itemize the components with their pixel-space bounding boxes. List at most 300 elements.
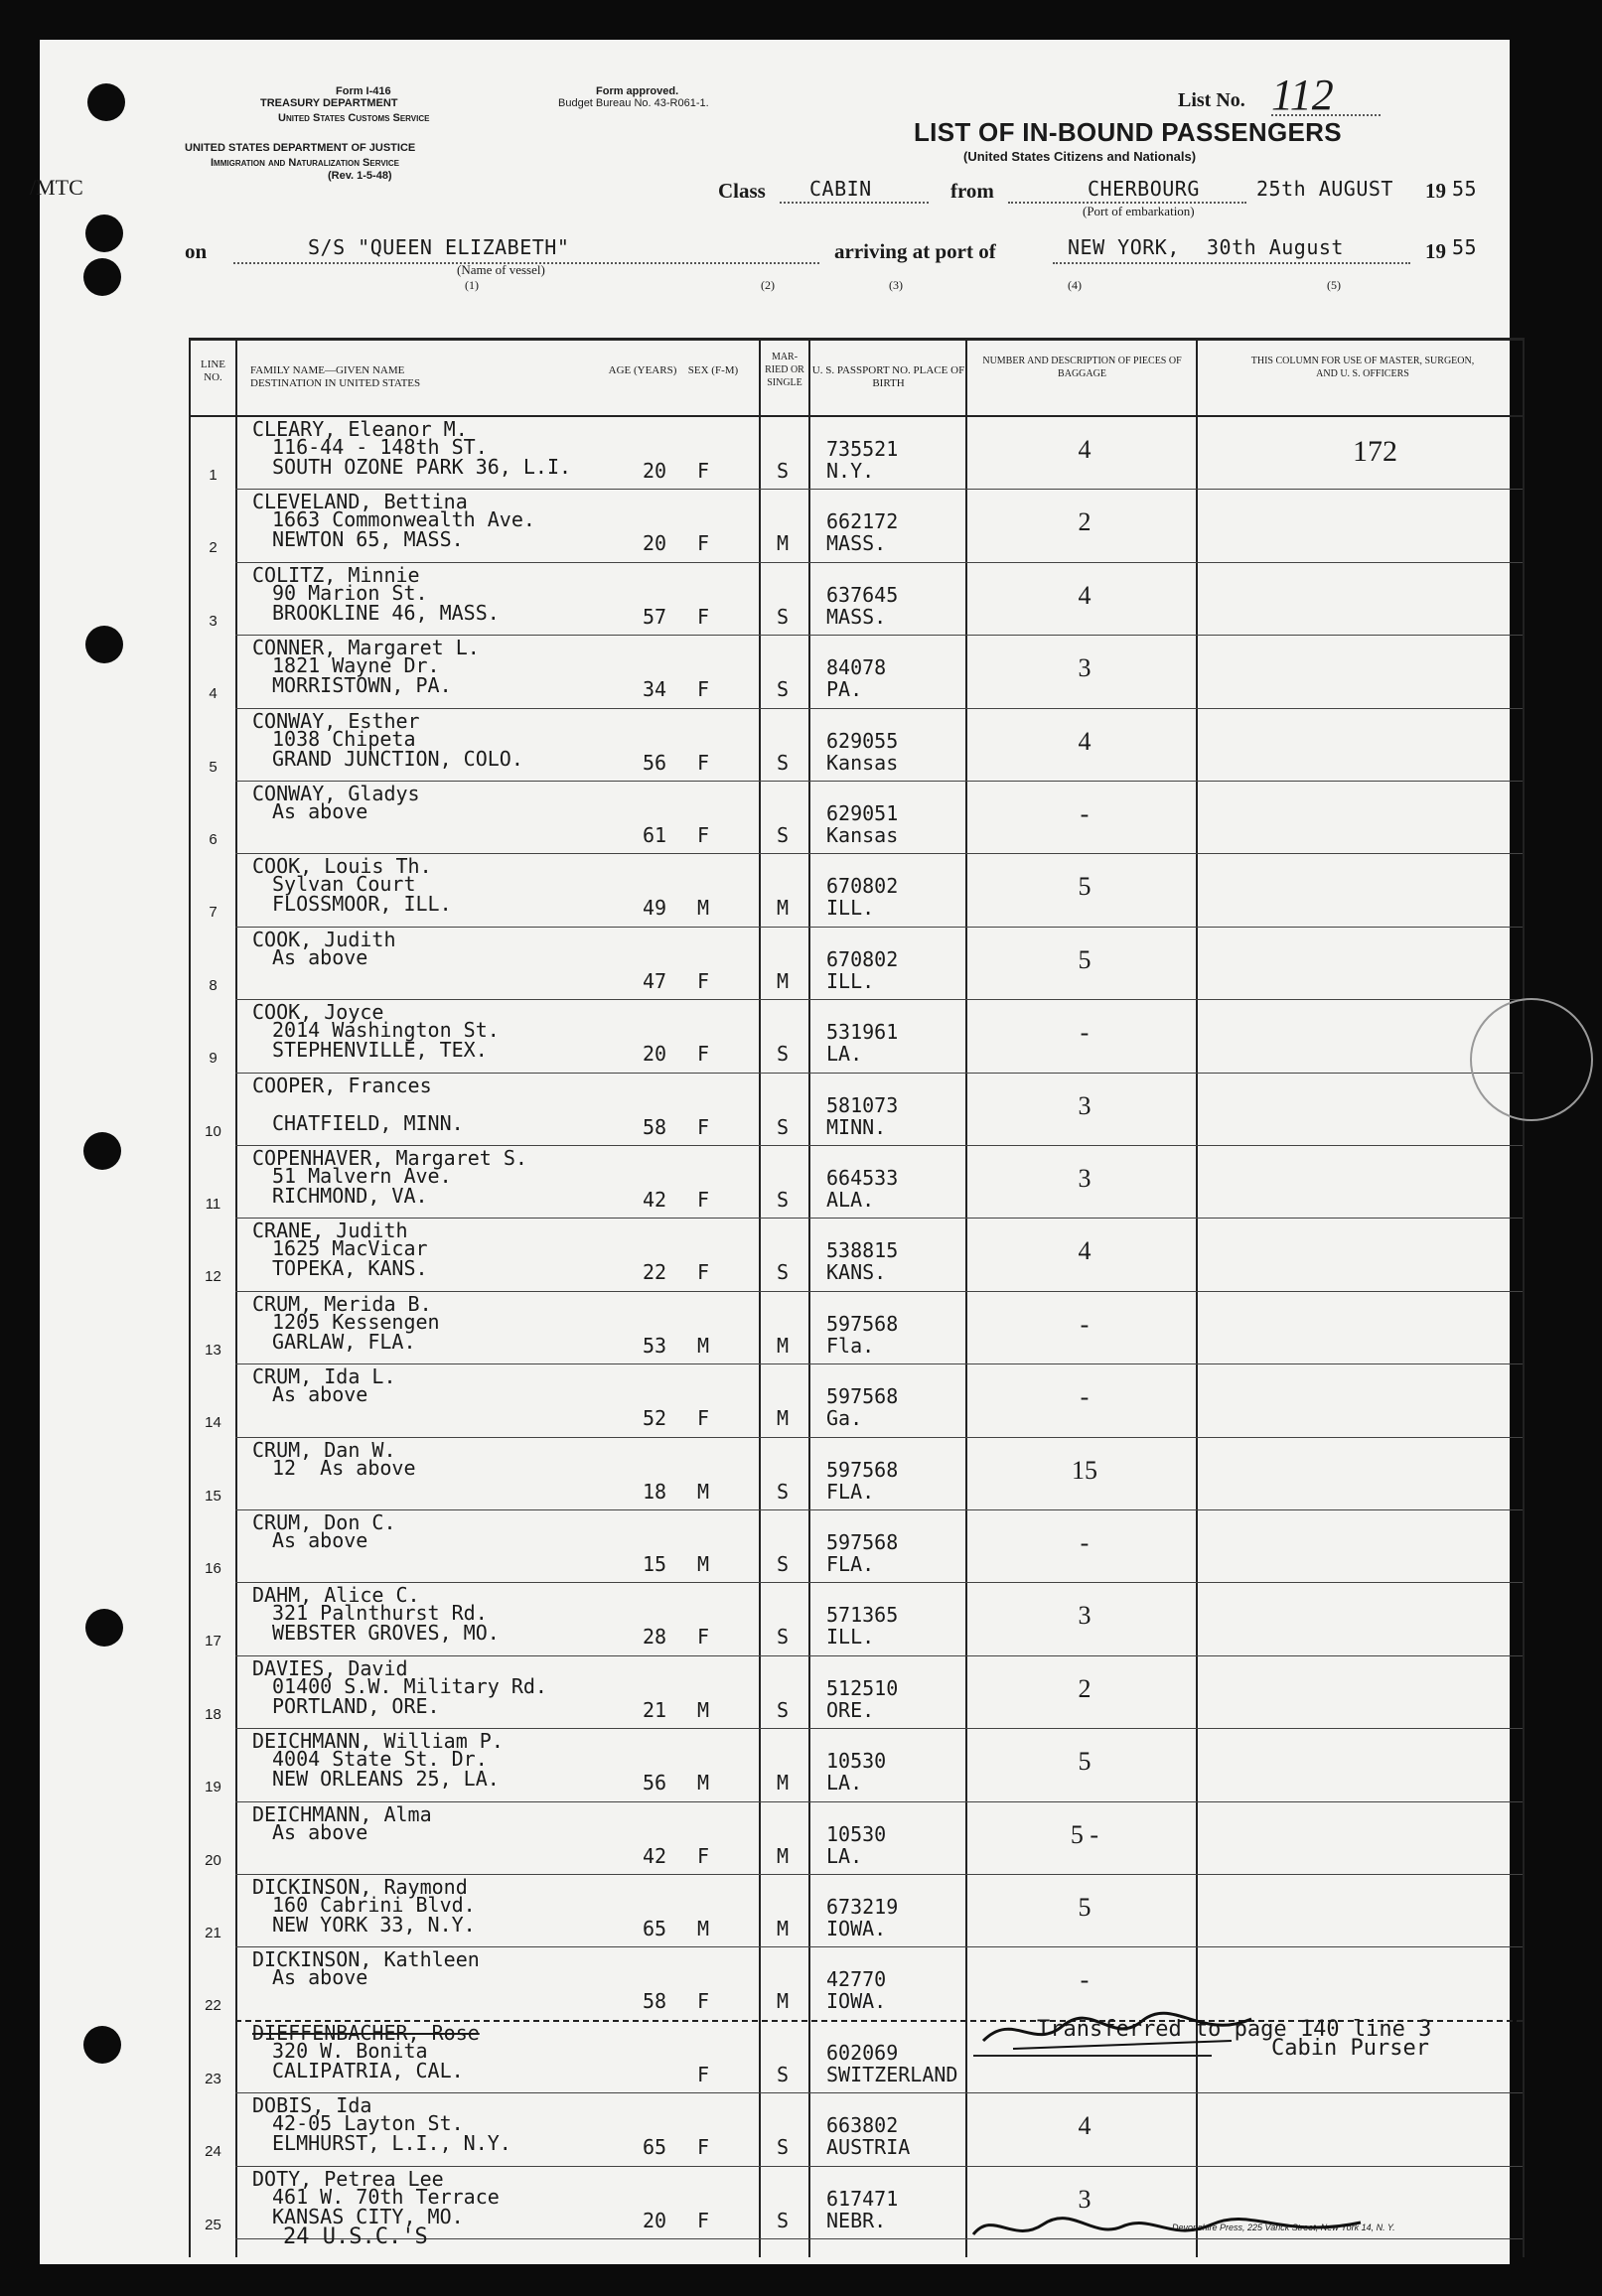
passenger-city: BROOKLINE 46, MASS. (272, 600, 500, 625)
passenger-age: 56 (643, 1771, 667, 1795)
passenger-sex: F (697, 604, 710, 629)
table-row (191, 636, 1523, 708)
treasury-department: TREASURY DEPARTMENT (260, 97, 398, 109)
embark-port: CHERBOURG (1088, 177, 1200, 201)
baggage-count: 2 (1078, 507, 1092, 537)
passport-number: 617471 (826, 2186, 899, 2211)
line-number: 1 (209, 467, 218, 484)
passenger-name: DICKINSON, Kathleen (252, 1947, 480, 1972)
passenger-name: COOK, Louis Th. (252, 854, 432, 879)
line-number: 15 (205, 1487, 221, 1505)
passenger-city: NEW ORLEANS 25, LA. (272, 1767, 500, 1792)
passenger-age: 20 (643, 531, 667, 556)
passenger-age: 21 (643, 1697, 667, 1722)
birthplace: AUSTRIA (826, 2135, 911, 2160)
marital-status: S (777, 1260, 790, 1285)
printer-imprint: Devonshire Press, 225 Varick Street, New York 14, N. Y. (1172, 2223, 1395, 2232)
birthplace: N.Y. (826, 459, 875, 483)
passenger-age: 34 (643, 677, 667, 702)
baggage-count: - (1080, 1382, 1090, 1412)
passenger-age: 47 (643, 968, 667, 993)
marital-status: S (777, 677, 790, 702)
table-row (191, 490, 1523, 562)
birthplace: Kansas (826, 823, 899, 847)
passenger-name: COOK, Joyce (252, 1000, 384, 1025)
passenger-sex: M (697, 1479, 710, 1504)
punch-hole (83, 1132, 121, 1170)
table-row (191, 1802, 1523, 1875)
birthplace: IOWA. (826, 1917, 887, 1940)
passport-number: 42770 (826, 1967, 887, 1992)
baggage-count: - (1080, 1965, 1090, 1995)
marital-status: M (777, 531, 790, 556)
arrival-year-prefix: 19 (1425, 239, 1446, 263)
table-row (191, 1875, 1523, 1947)
marital-status: S (777, 2208, 790, 2232)
embark-date: 25th AUGUST (1256, 177, 1393, 201)
form-subtitle: (United States Citizens and Nationals) (963, 149, 1197, 164)
passenger-name: DIEFFENBACHER, Rose (252, 2020, 480, 2045)
birthplace: ILL. (826, 896, 875, 921)
table-row (191, 1364, 1523, 1437)
arrival-year: 55 (1452, 235, 1478, 259)
line-number: 16 (205, 1560, 221, 1577)
embark-note: (Port of embarkation) (1083, 204, 1195, 218)
passenger-address: 1663 Commonwealth Ave. (272, 507, 535, 532)
passenger-sex: F (697, 1625, 710, 1650)
budget-bureau: Budget Bureau No. 43-R061-1. (558, 97, 709, 109)
marital-status: S (777, 459, 790, 483)
passport-number: 512510 (826, 1675, 899, 1700)
line-number: 11 (205, 1196, 221, 1213)
passenger-name: COOPER, Frances (252, 1073, 432, 1097)
passenger-sex: F (697, 1989, 710, 2014)
passenger-address: 51 Malvern Ave. (272, 1164, 452, 1188)
passenger-sex: F (697, 677, 710, 702)
marital-status: M (777, 1843, 790, 1868)
passport-number: 84078 (826, 655, 887, 680)
form-number: Form I-416 (336, 85, 391, 97)
table-row (191, 928, 1523, 1000)
baggage-count: - (1080, 1309, 1090, 1339)
table-row (191, 854, 1523, 927)
passenger-city: FLOSSMOOR, ILL. (272, 892, 452, 917)
marital-status: S (777, 1188, 790, 1212)
passenger-city: TOPEKA, KANS. (272, 1256, 428, 1281)
passenger-age: 65 (643, 2135, 667, 2160)
col-header-name: FAMILY NAME—GIVEN NAME DESTINATION IN UNITED STATES (250, 364, 421, 389)
baggage-count: 4 (1078, 580, 1092, 610)
passenger-name: DAVIES, David (252, 1655, 408, 1680)
passport-number: 571365 (826, 1603, 899, 1628)
justice-department: UNITED STATES DEPARTMENT OF JUSTICE (185, 142, 416, 154)
punch-hole (85, 215, 123, 252)
passenger-name: CRUM, Dan W. (252, 1437, 396, 1462)
passenger-address: 321 Palnthurst Rd. (272, 1601, 488, 1626)
table-row (191, 1438, 1523, 1510)
passenger-address: 01400 S.W. Military Rd. (272, 1673, 547, 1698)
passenger-name: DEICHMANN, William P. (252, 1729, 504, 1754)
baggage-count: 3 (1078, 1601, 1092, 1631)
col-header-officers: THIS COLUMN FOR USE OF MASTER, SURGEON, AND U. S. OFFICERS (1250, 356, 1475, 379)
line-number: 21 (205, 1925, 221, 1941)
vessel-name: S/S "QUEEN ELIZABETH" (308, 235, 570, 259)
passenger-sex: F (697, 750, 710, 775)
passenger-age: 49 (643, 896, 667, 921)
passenger-city: KANSAS CITY, MO. (272, 2204, 464, 2228)
passport-number: 673219 (826, 1895, 899, 1919)
passenger-address: 2014 Washington St. (272, 1018, 500, 1043)
passenger-age: 58 (643, 1114, 667, 1139)
passport-number: 670802 (826, 874, 899, 899)
passenger-address: 90 Marion St. (272, 580, 428, 605)
marital-status: M (777, 1917, 790, 1940)
passenger-name: CONNER, Margaret L. (252, 636, 480, 660)
passenger-city: SOUTH OZONE PARK 36, L.I. (272, 455, 572, 479)
passenger-address: 42-05 Layton St. (272, 2111, 464, 2136)
passenger-age: 15 (643, 1552, 667, 1576)
passenger-address: 1625 MacVicar (272, 1236, 428, 1261)
table-row (191, 1947, 1523, 2020)
passenger-sex: F (697, 2062, 710, 2086)
line-number: 17 (205, 1633, 221, 1650)
birthplace: NEBR. (826, 2208, 887, 2232)
statute-note: 24 U.S.C.'S (283, 2224, 428, 2249)
line-number: 9 (209, 1050, 218, 1068)
passenger-city: PORTLAND, ORE. (272, 1693, 440, 1718)
marital-status: S (777, 2135, 790, 2160)
col-number: (2) (761, 278, 775, 292)
passenger-city: GRAND JUNCTION, COLO. (272, 746, 523, 771)
passenger-sex: F (697, 1114, 710, 1139)
passenger-city: WEBSTER GROVES, MO. (272, 1621, 500, 1646)
passenger-age: 20 (643, 459, 667, 483)
table-row (191, 1510, 1523, 1583)
passport-number: 597568 (826, 1311, 899, 1336)
col-number: (4) (1068, 278, 1082, 292)
line-number: 18 (205, 1705, 221, 1723)
purser-signature (973, 2001, 1271, 2061)
marital-status: S (777, 1697, 790, 1722)
passenger-age: 22 (643, 1260, 667, 1285)
list-no-value: 112 (1271, 71, 1334, 119)
baggage-count: 5 (1078, 1747, 1092, 1777)
passport-number: 581073 (826, 1092, 899, 1117)
col-header-married: MAR-RIED OR SINGLE (765, 352, 804, 388)
line-number: 20 (205, 1851, 221, 1869)
marital-status: S (777, 823, 790, 847)
marital-status: S (777, 1042, 790, 1067)
passport-number: 663802 (826, 2113, 899, 2138)
table-row (191, 1583, 1523, 1655)
birthplace: IOWA. (826, 1989, 887, 2014)
passenger-address: 1205 Kessengen (272, 1309, 440, 1334)
passenger-age: 20 (643, 2208, 667, 2232)
birthplace: KANS. (826, 1260, 887, 1285)
passenger-name: CONWAY, Esther (252, 708, 420, 733)
passenger-address: 4004 State St. Dr. (272, 1747, 488, 1772)
passport-number: 637645 (826, 582, 899, 607)
marital-status: S (777, 1479, 790, 1504)
birthplace: LA. (826, 1042, 863, 1067)
punch-hole (87, 83, 125, 121)
class-label: Class (718, 179, 766, 203)
passenger-address: As above (272, 1819, 368, 1844)
birthplace: Ga. (826, 1406, 863, 1431)
embark-year-prefix: 19 (1425, 179, 1446, 203)
table-row (191, 1000, 1523, 1073)
passenger-city: NEWTON 65, MASS. (272, 527, 464, 552)
passenger-sex: M (697, 1697, 710, 1722)
form-approved: Form approved. (596, 85, 679, 97)
birthplace: MINN. (826, 1114, 887, 1139)
passport-number: 597568 (826, 1457, 899, 1482)
passenger-name: CLEARY, Eleanor M. (252, 417, 468, 441)
arriving-label: arriving at port of (834, 239, 996, 263)
table-row (191, 1074, 1523, 1146)
baggage-count: 3 (1078, 1164, 1092, 1193)
passenger-address: 1821 Wayne Dr. (272, 653, 440, 678)
line-number: 23 (205, 2070, 221, 2087)
col-number: (3) (889, 278, 903, 292)
table-row (191, 1146, 1523, 1219)
passenger-name: CRUM, Don C. (252, 1510, 396, 1534)
table-row (191, 1656, 1523, 1729)
passenger-age: 58 (643, 1989, 667, 2014)
passport-number: 602069 (826, 2040, 899, 2065)
birthplace: PA. (826, 677, 863, 702)
baggage-count: 3 (1078, 1090, 1092, 1120)
birthplace: ORE. (826, 1697, 875, 1722)
line-number: 22 (205, 1997, 221, 2015)
baggage-count: - (1080, 799, 1090, 828)
passenger-city: STEPHENVILLE, TEX. (272, 1038, 488, 1063)
baggage-count: 15 (1072, 1455, 1097, 1485)
passenger-age: 42 (643, 1188, 667, 1212)
arrival-date: 30th August (1207, 235, 1344, 259)
line-number: 13 (205, 1341, 221, 1359)
passenger-city: RICHMOND, VA. (272, 1184, 428, 1208)
passenger-city: GARLAW, FLA. (272, 1329, 416, 1354)
passport-number: 538815 (826, 1238, 899, 1263)
passenger-city: MORRISTOWN, PA. (272, 673, 452, 698)
table-row (191, 782, 1523, 854)
birthplace: MASS. (826, 531, 887, 556)
passenger-age: 18 (643, 1479, 667, 1504)
mtc-note: /MTC (30, 175, 83, 200)
birthplace: MASS. (826, 604, 887, 629)
passenger-city: CHATFIELD, MINN. (272, 1110, 464, 1135)
passenger-name: CLEVELAND, Bettina (252, 490, 468, 514)
baggage-count: 4 (1078, 726, 1092, 756)
punch-hole (85, 626, 123, 663)
passenger-address: As above (272, 1382, 368, 1407)
passenger-sex: M (697, 1333, 710, 1358)
passenger-sex: F (697, 1188, 710, 1212)
passenger-sex: F (697, 459, 710, 483)
line-number: 2 (209, 539, 218, 557)
revision: (Rev. 1-5-48) (328, 170, 392, 182)
col-header-baggage: NUMBER AND DESCRIPTION OF PIECES OF BAGGAGE (982, 356, 1182, 379)
transfer-note: Transferred to page 140 line 3 (1037, 2016, 1432, 2042)
passenger-address: 320 W. Bonita (272, 2038, 428, 2063)
passenger-age: 61 (643, 823, 667, 847)
col-header-line: LINE NO. (200, 359, 226, 383)
line-number: 7 (209, 904, 218, 922)
form-title: LIST OF IN-BOUND PASSENGERS (914, 117, 1342, 147)
table-row (191, 1219, 1523, 1291)
passport-number: 670802 (826, 946, 899, 971)
punch-hole (83, 2026, 121, 2064)
line-number: 6 (209, 831, 218, 848)
line-number: 14 (205, 1414, 221, 1432)
passenger-address: 116-44 - 148th ST. (272, 435, 488, 459)
line-number: 19 (205, 1779, 221, 1796)
birthplace: LA. (826, 1771, 863, 1795)
passport-number: 735521 (826, 437, 899, 461)
birthplace: Fla. (826, 1333, 875, 1358)
birthplace: FLA. (826, 1479, 875, 1504)
birthplace: LA. (826, 1843, 863, 1868)
baggage-count: 4 (1078, 1236, 1092, 1266)
embark-year: 55 (1452, 177, 1478, 201)
passenger-sex: F (697, 531, 710, 556)
birthplace: ILL. (826, 968, 875, 993)
inspector-signature (963, 2205, 1381, 2254)
table-row (191, 563, 1523, 636)
passenger-address: As above (272, 944, 368, 969)
punch-hole (83, 258, 121, 296)
baggage-count: 5 (1078, 944, 1092, 974)
passenger-address: 461 W. 70th Terrace (272, 2184, 500, 2209)
marital-status: S (777, 1552, 790, 1576)
table-row (191, 1729, 1523, 1801)
col-header-sex: SEX (F-M) (687, 364, 739, 376)
passenger-address: As above (272, 1528, 368, 1552)
passenger-address: 1038 Chipeta (272, 726, 416, 751)
passenger-address: 12 As above (272, 1455, 416, 1480)
baggage-count: 5 (1078, 872, 1092, 902)
marital-status: M (777, 968, 790, 993)
passenger-sex: F (697, 1042, 710, 1067)
purser-label: Cabin Purser (1271, 2036, 1429, 2061)
passport-number: 10530 (826, 1749, 887, 1774)
passenger-sex: M (697, 1917, 710, 1940)
passenger-name: COOK, Judith (252, 927, 396, 951)
from-label: from (950, 179, 994, 203)
punch-hole (85, 1609, 123, 1647)
class-value: CABIN (809, 177, 872, 201)
passenger-name: CRUM, Ida L. (252, 1364, 396, 1389)
baggage-count: 2 (1078, 1673, 1092, 1703)
marital-status: S (777, 604, 790, 629)
birthplace: SWITZERLAND (826, 2062, 958, 2086)
passenger-name: DOTY, Petrea Lee (252, 2166, 444, 2191)
passenger-sex: F (697, 968, 710, 993)
line-number: 25 (205, 2216, 221, 2233)
passenger-city: CALIPATRIA, CAL. (272, 2058, 464, 2082)
baggage-count: 3 (1078, 653, 1092, 683)
col-number: (1) (465, 278, 479, 292)
line-number: 12 (205, 1268, 221, 1286)
table-row (191, 709, 1523, 782)
baggage-count: 4 (1078, 435, 1092, 464)
col-number: (5) (1327, 278, 1341, 292)
table-row (191, 2093, 1523, 2166)
birthplace: Kansas (826, 750, 899, 775)
passenger-sex: F (697, 1260, 710, 1285)
line-number: 5 (209, 758, 218, 776)
passenger-age: 20 (643, 1042, 667, 1067)
passenger-address: 160 Cabrini Blvd. (272, 1893, 476, 1917)
birthplace: FLA. (826, 1552, 875, 1576)
passenger-sex: M (697, 1771, 710, 1795)
passenger-name: DAHM, Alice C. (252, 1583, 420, 1608)
passenger-name: CRUM, Merida B. (252, 1291, 432, 1316)
passenger-sex: F (697, 1406, 710, 1431)
col-header-passport: U. S. PASSPORT NO. PLACE OF BIRTH (811, 364, 965, 389)
form-page (30, 40, 1510, 2264)
ins-service: Immigration and Naturalization Service (211, 157, 400, 169)
passenger-name: CRANE, Judith (252, 1219, 408, 1243)
baggage-count: 5 - (1070, 1819, 1099, 1849)
vessel-note: (Name of vessel) (457, 262, 545, 277)
passport-number: 629055 (826, 728, 899, 753)
line-number: 10 (205, 1122, 221, 1140)
passport-number: 664533 (826, 1166, 899, 1190)
passenger-name: COLITZ, Minnie (252, 562, 420, 587)
passenger-name: DEICHMANN, Alma (252, 1801, 432, 1826)
baggage-count: 3 (1078, 2184, 1092, 2214)
passport-number: 531961 (826, 1020, 899, 1045)
officer-note: 172 (1353, 435, 1397, 468)
passenger-age: 42 (643, 1843, 667, 1868)
passport-number: 10530 (826, 1821, 887, 1846)
passport-number: 597568 (826, 1530, 899, 1554)
passenger-age: 28 (643, 1625, 667, 1650)
passenger-age: 52 (643, 1406, 667, 1431)
marital-status: M (777, 1771, 790, 1795)
table-row (191, 1292, 1523, 1364)
passenger-sex: F (697, 1843, 710, 1868)
passenger-city: ELMHURST, L.I., N.Y. (272, 2131, 511, 2156)
birthplace: ALA. (826, 1188, 875, 1212)
marital-status: S (777, 750, 790, 775)
passenger-age: 57 (643, 604, 667, 629)
marital-status: S (777, 2062, 790, 2086)
birthplace: ILL. (826, 1625, 875, 1650)
baggage-count: 4 (1078, 2111, 1092, 2141)
marital-status: M (777, 1406, 790, 1431)
passenger-sex: F (697, 2135, 710, 2160)
marital-status: S (777, 1625, 790, 1650)
on-label: on (185, 239, 208, 263)
passport-number: 597568 (826, 1384, 899, 1409)
official-stamp (1470, 998, 1593, 1121)
passenger-age: 65 (643, 1917, 667, 1940)
baggage-count: - (1080, 1528, 1090, 1557)
passenger-sex: M (697, 1552, 710, 1576)
passenger-sex: F (697, 823, 710, 847)
customs-service: United States Customs Service (278, 112, 430, 124)
passenger-name: DOBIS, Ida (252, 2093, 372, 2118)
marital-status: M (777, 1333, 790, 1358)
passenger-age: 56 (643, 750, 667, 775)
marital-status: M (777, 896, 790, 921)
list-no-label: List No. (1178, 89, 1245, 111)
baggage-count: - (1080, 1018, 1090, 1048)
passenger-address: As above (272, 799, 368, 823)
